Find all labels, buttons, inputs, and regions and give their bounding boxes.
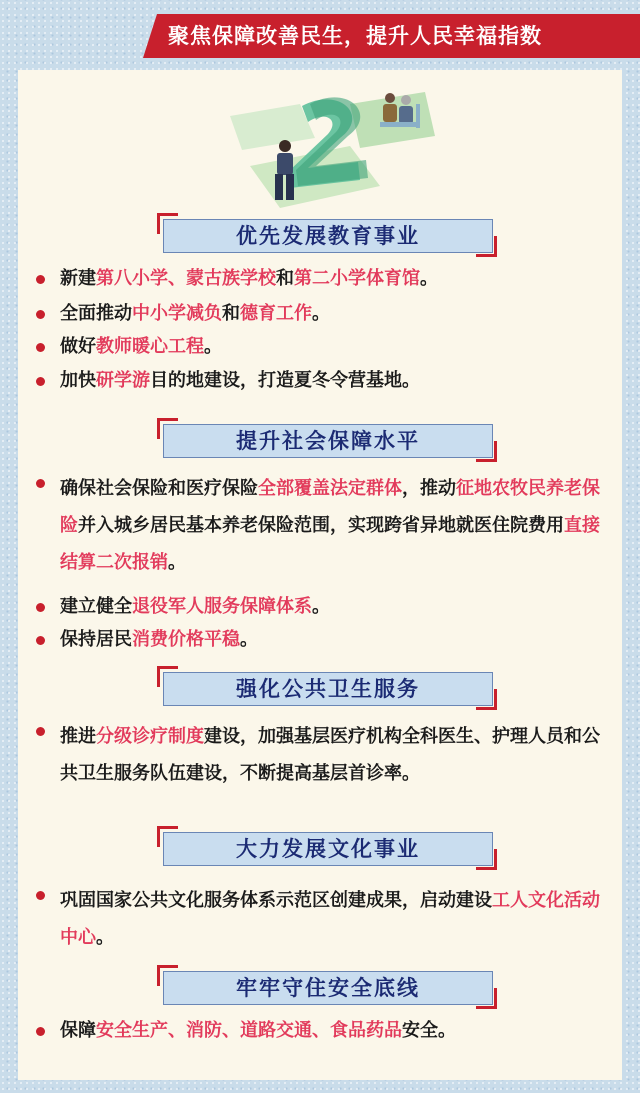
highlight-text: 安全生产、消防、道路交通、食品药品 [96,1020,402,1041]
section-education-heading: 优先发展教育事业 [157,213,497,257]
section-safety-heading: 牢牢守住安全底线 [157,965,497,1009]
body-text: 。 [168,552,186,573]
highlight-text: 征地农牧民养老保险 [60,478,600,536]
page-title: 聚焦保障改善民生，提升人民幸福指数 [168,24,542,48]
section-social-security-heading: 提升社会保障水平 [157,418,497,462]
highlight-text: 德育工作 [240,303,312,324]
body-text: 建设，加强基层医疗机构全科医生、护理人员和公共卫生服务队伍建设，不断提高基层首诊率。 [60,726,600,784]
body-text: 。 [312,596,330,617]
body-text: 保障 [60,1020,96,1041]
section-culture-heading: 大力发展文化事业 [157,826,497,870]
section-public-health-heading: 强化公共卫生服务 [157,666,497,710]
body-text: 加快 [60,370,96,391]
list-item [36,627,616,653]
highlight-text: 退役军人服务保障体系 [132,596,312,617]
body-text: 和 [276,268,294,289]
list-item [36,594,616,620]
body-text: 和 [222,303,240,324]
body-text: 确保社会保险和医疗保险 [60,478,258,499]
list-item [36,266,616,292]
body-text: 。 [420,268,438,289]
body-text: 推进 [60,726,96,747]
body-text: 保持居民 [60,629,132,650]
highlight-text: 全部覆盖法定群体 [258,478,402,499]
body-text: 做好 [60,336,96,357]
body-text: 安全。 [402,1020,456,1041]
list-item [36,470,616,581]
number-two-illustration [230,76,440,216]
highlight-text: 中小学减负 [132,303,222,324]
body-text: 目的地建设，打造夏冬令营基地。 [150,370,420,391]
list-item [36,334,616,360]
highlight-text: 第八小学、蒙古族学校 [96,268,276,289]
body-text: 巩固国家公共文化服务体系示范区创建成果，启动建设 [60,890,492,911]
highlight-text: 分级诊疗制度 [96,726,204,747]
highlight-text: 工人文化活动中心 [60,890,600,948]
body-text: 新建 [60,268,96,289]
highlight-text: 第二小学体育馆 [294,268,420,289]
list-item [36,718,616,792]
body-text: 全面推动 [60,303,132,324]
highlight-text: 消费价格平稳 [132,629,240,650]
body-text: 。 [240,629,258,650]
body-text: ，推动 [402,478,456,499]
body-text: 建立健全 [60,596,132,617]
list-item [36,301,616,327]
highlight-text: 研学游 [96,370,150,391]
body-text: 。 [312,303,330,324]
body-text: 。 [204,336,222,357]
highlight-text: 教师暖心工程 [96,336,204,357]
list-item [36,1018,616,1044]
body-text: 并入城乡居民基本养老保险范围，实现跨省异地就医住院费用 [78,515,564,536]
list-item [36,368,616,394]
list-item [36,882,616,956]
highlight-text: 直接结算二次报销 [60,515,600,573]
body-text: 。 [96,927,114,948]
